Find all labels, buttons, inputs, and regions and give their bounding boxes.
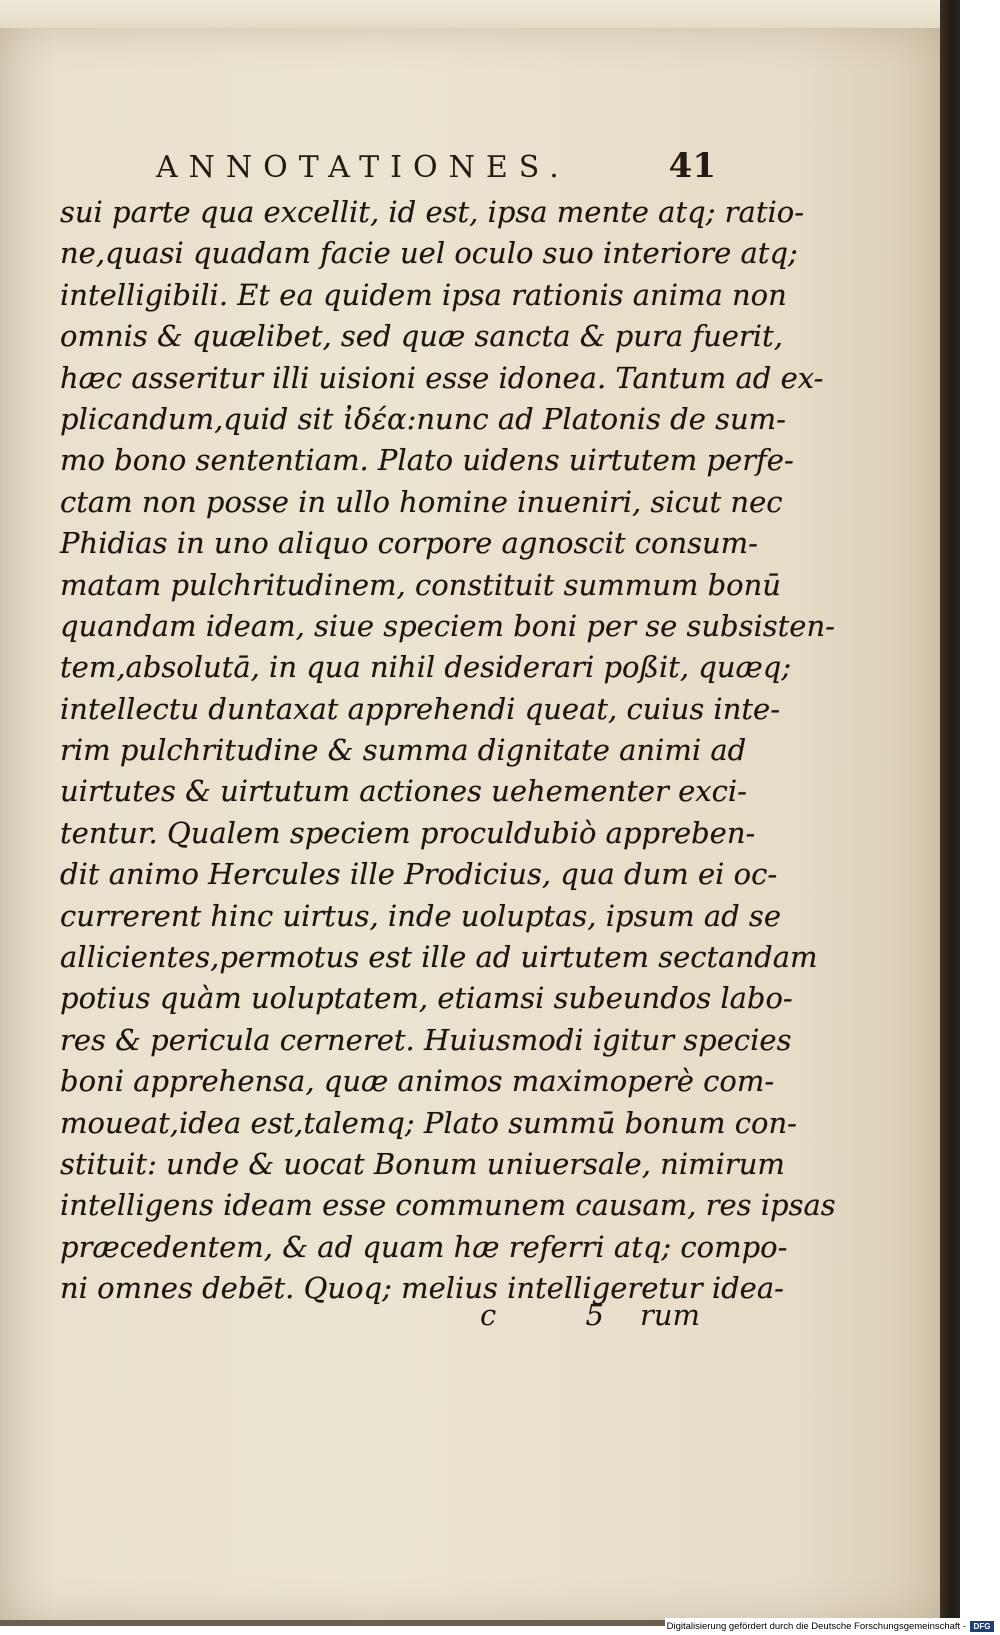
text-line: matam pulchritudinem, constituit summum bonū	[60, 567, 781, 602]
signature-mark: c 5	[480, 1298, 644, 1332]
text-line: uirtutes & uirtutum actiones uehementer exci-	[60, 774, 747, 809]
dfg-logo: DFG	[970, 1621, 994, 1632]
text-line: Phidias in uno aliquo corpore agnoscit consum-	[60, 526, 758, 561]
text-line: intelligens ideam esse communem causam, res ipsas	[60, 1188, 836, 1223]
text-line: res & pericula cerneret. Huiusmodi igitur species	[60, 1022, 792, 1057]
page-number: 41	[668, 146, 716, 186]
text-line: intelligibili. Et ea quidem ipsa rationis anima non	[60, 277, 787, 312]
text-line: ne,quasi quadam facie uel oculo suo interiore atq;	[60, 236, 798, 271]
text-line: mo bono sententiam. Plato uidens uirtutem perfe-	[60, 443, 794, 478]
text-line: boni apprehensa, quæ animos maximoperè com-	[60, 1064, 775, 1099]
text-line: ctam non posse in ullo homine inueniri, sicut nec	[60, 484, 783, 519]
text-line: præcedentem, & ad quam hæ referri atq; compo-	[60, 1229, 788, 1264]
text-line: allicientes,permotus est ille ad uirtutem sectandam	[60, 940, 818, 975]
body-text	[60, 192, 836, 1310]
text-line: intellectu duntaxat apprehendi queat, cuius inte-	[60, 691, 780, 726]
text-line: tem,absolutā, in qua nihil desiderari poßit, quæq;	[60, 650, 792, 685]
text-line: plicandum,quid sit ἰδέα:nunc ad Platonis de sum-	[60, 401, 786, 436]
catchword: rum	[639, 1298, 700, 1332]
book-binding	[940, 0, 960, 1626]
text-line: omnis & quælibet, sed quæ sancta & pura fuerit,	[60, 319, 783, 354]
page-footer	[480, 1298, 720, 1338]
text-line: sui parte qua excellit, id est, ipsa mente atq; ratio-	[60, 195, 805, 229]
digitization-credit	[665, 1618, 996, 1635]
text-line: dit animo Hercules ille Prodicius, qua dum ei oc-	[60, 857, 778, 892]
text-line: potius quàm uoluptatem, etiamsi subeundos labo-	[60, 981, 793, 1016]
running-head: ANNOTATIONES.	[156, 150, 570, 185]
text-line: stituit: unde & uocat Bonum uniuersale, nimirum	[60, 1146, 785, 1181]
text-line: quandam ideam, siue speciem boni per se subsisten-	[60, 608, 835, 643]
text-line: currerent hinc uirtus, inde uoluptas, ipsum ad se	[60, 898, 781, 933]
text-line: tentur. Qualem speciem proculdubiò appreben-	[60, 815, 756, 850]
credit-text: Digitalisierung gefördert durch die Deutsche Forschungsgemeinschaft -	[666, 1621, 966, 1632]
page-header	[156, 146, 716, 198]
text-line: hæc asseritur illi uisioni esse idonea. Tantum ad ex-	[60, 360, 824, 395]
text-line: ni omnes debēt. Quoq; melius intelligeretur idea-	[60, 1271, 784, 1306]
text-line: moueat,idea est,talemq; Plato summū bonum con-	[60, 1105, 797, 1140]
text-line: rim pulchritudine & summa dignitate animi ad	[60, 733, 747, 768]
top-edge	[0, 0, 960, 28]
